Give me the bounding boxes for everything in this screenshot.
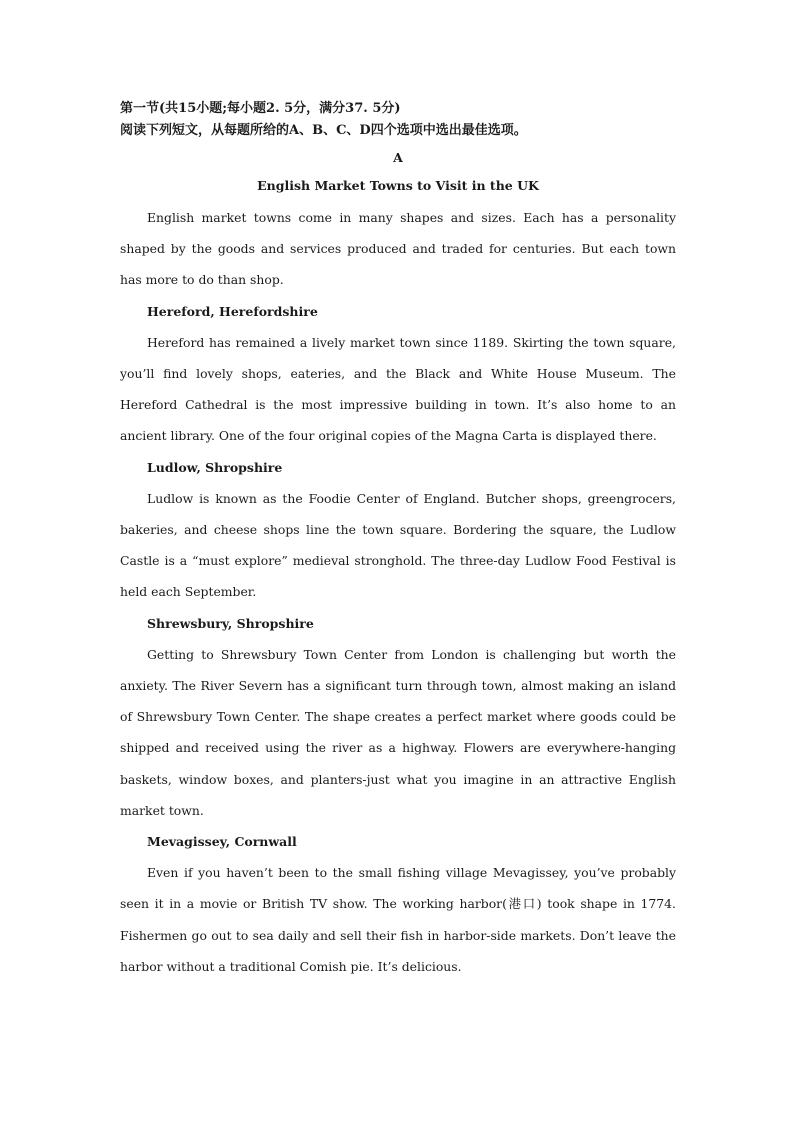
passage-letter: A (393, 150, 403, 165)
town-heading-mevagissey: Mevagissey, Cornwall (147, 834, 297, 850)
passage-title: English Market Towns to Visit in the UK (257, 178, 539, 193)
town-heading-ludlow: Ludlow, Shropshire (147, 459, 283, 475)
town-heading-shrewsbury: Shrewsbury, Shropshire (147, 615, 314, 631)
intro-paragraph: English market towns come in many shapes and sizes. Each has a personality shaped by the goods and services produced and traded for centuries. But each town has more to do than shop. (120, 210, 676, 288)
town-heading-hereford: Hereford, Herefordshire (147, 303, 318, 319)
document-page (120, 98, 676, 982)
instruction-line: 阅读下列短文，从每题所给的A、B、C、D四个选项中选出最佳选项。 (120, 123, 527, 138)
section-header: 第一节(共15小题;每小题2. 5分，满分37. 5分) (120, 101, 401, 116)
town-paragraph-shrewsbury: Getting to Shrewsbury Town Center from London is challenging but worth the anxiety. The River Severn has a significant turn through town, almost making an island of Shrewsbury Town Center. The shape creates a perfect market where goods could be shipped and received using the river as a highway. Flowers are everywhere-hanging baskets, window boxes, and planters-just what you imagine in an attractive English market town. (120, 646, 676, 818)
town-paragraph-hereford: Hereford has remained a lively market town since 1189. Skirting the town square, you’ll find lovely shops, eateries, and the Black and White House Museum. The Hereford Cathedral is the most impressive building in town. It’s also home to an ancient library. One of the four original copies of the Magna Carta is displayed there. (120, 334, 676, 444)
town-paragraph-ludlow: Ludlow is known as the Foodie Center of England. Butcher shops, greengrocers, bakeries, and cheese shops line the town square. Bordering the square, the Ludlow Castle is a “must explore” medieval stronghold. The three-day Ludlow Food Festival is held each September. (120, 490, 676, 600)
town-paragraph-mevagissey: Even if you haven’t been to the small fishing village Mevagissey, you’ve probably seen it in a movie or British TV show. The working harbor(港口) took shape in 1774. Fishermen go out to sea daily and sell their fish in harbor-side markets. Don’t leave the harbor without a traditional Comish pie. It’s delicious. (120, 865, 676, 974)
